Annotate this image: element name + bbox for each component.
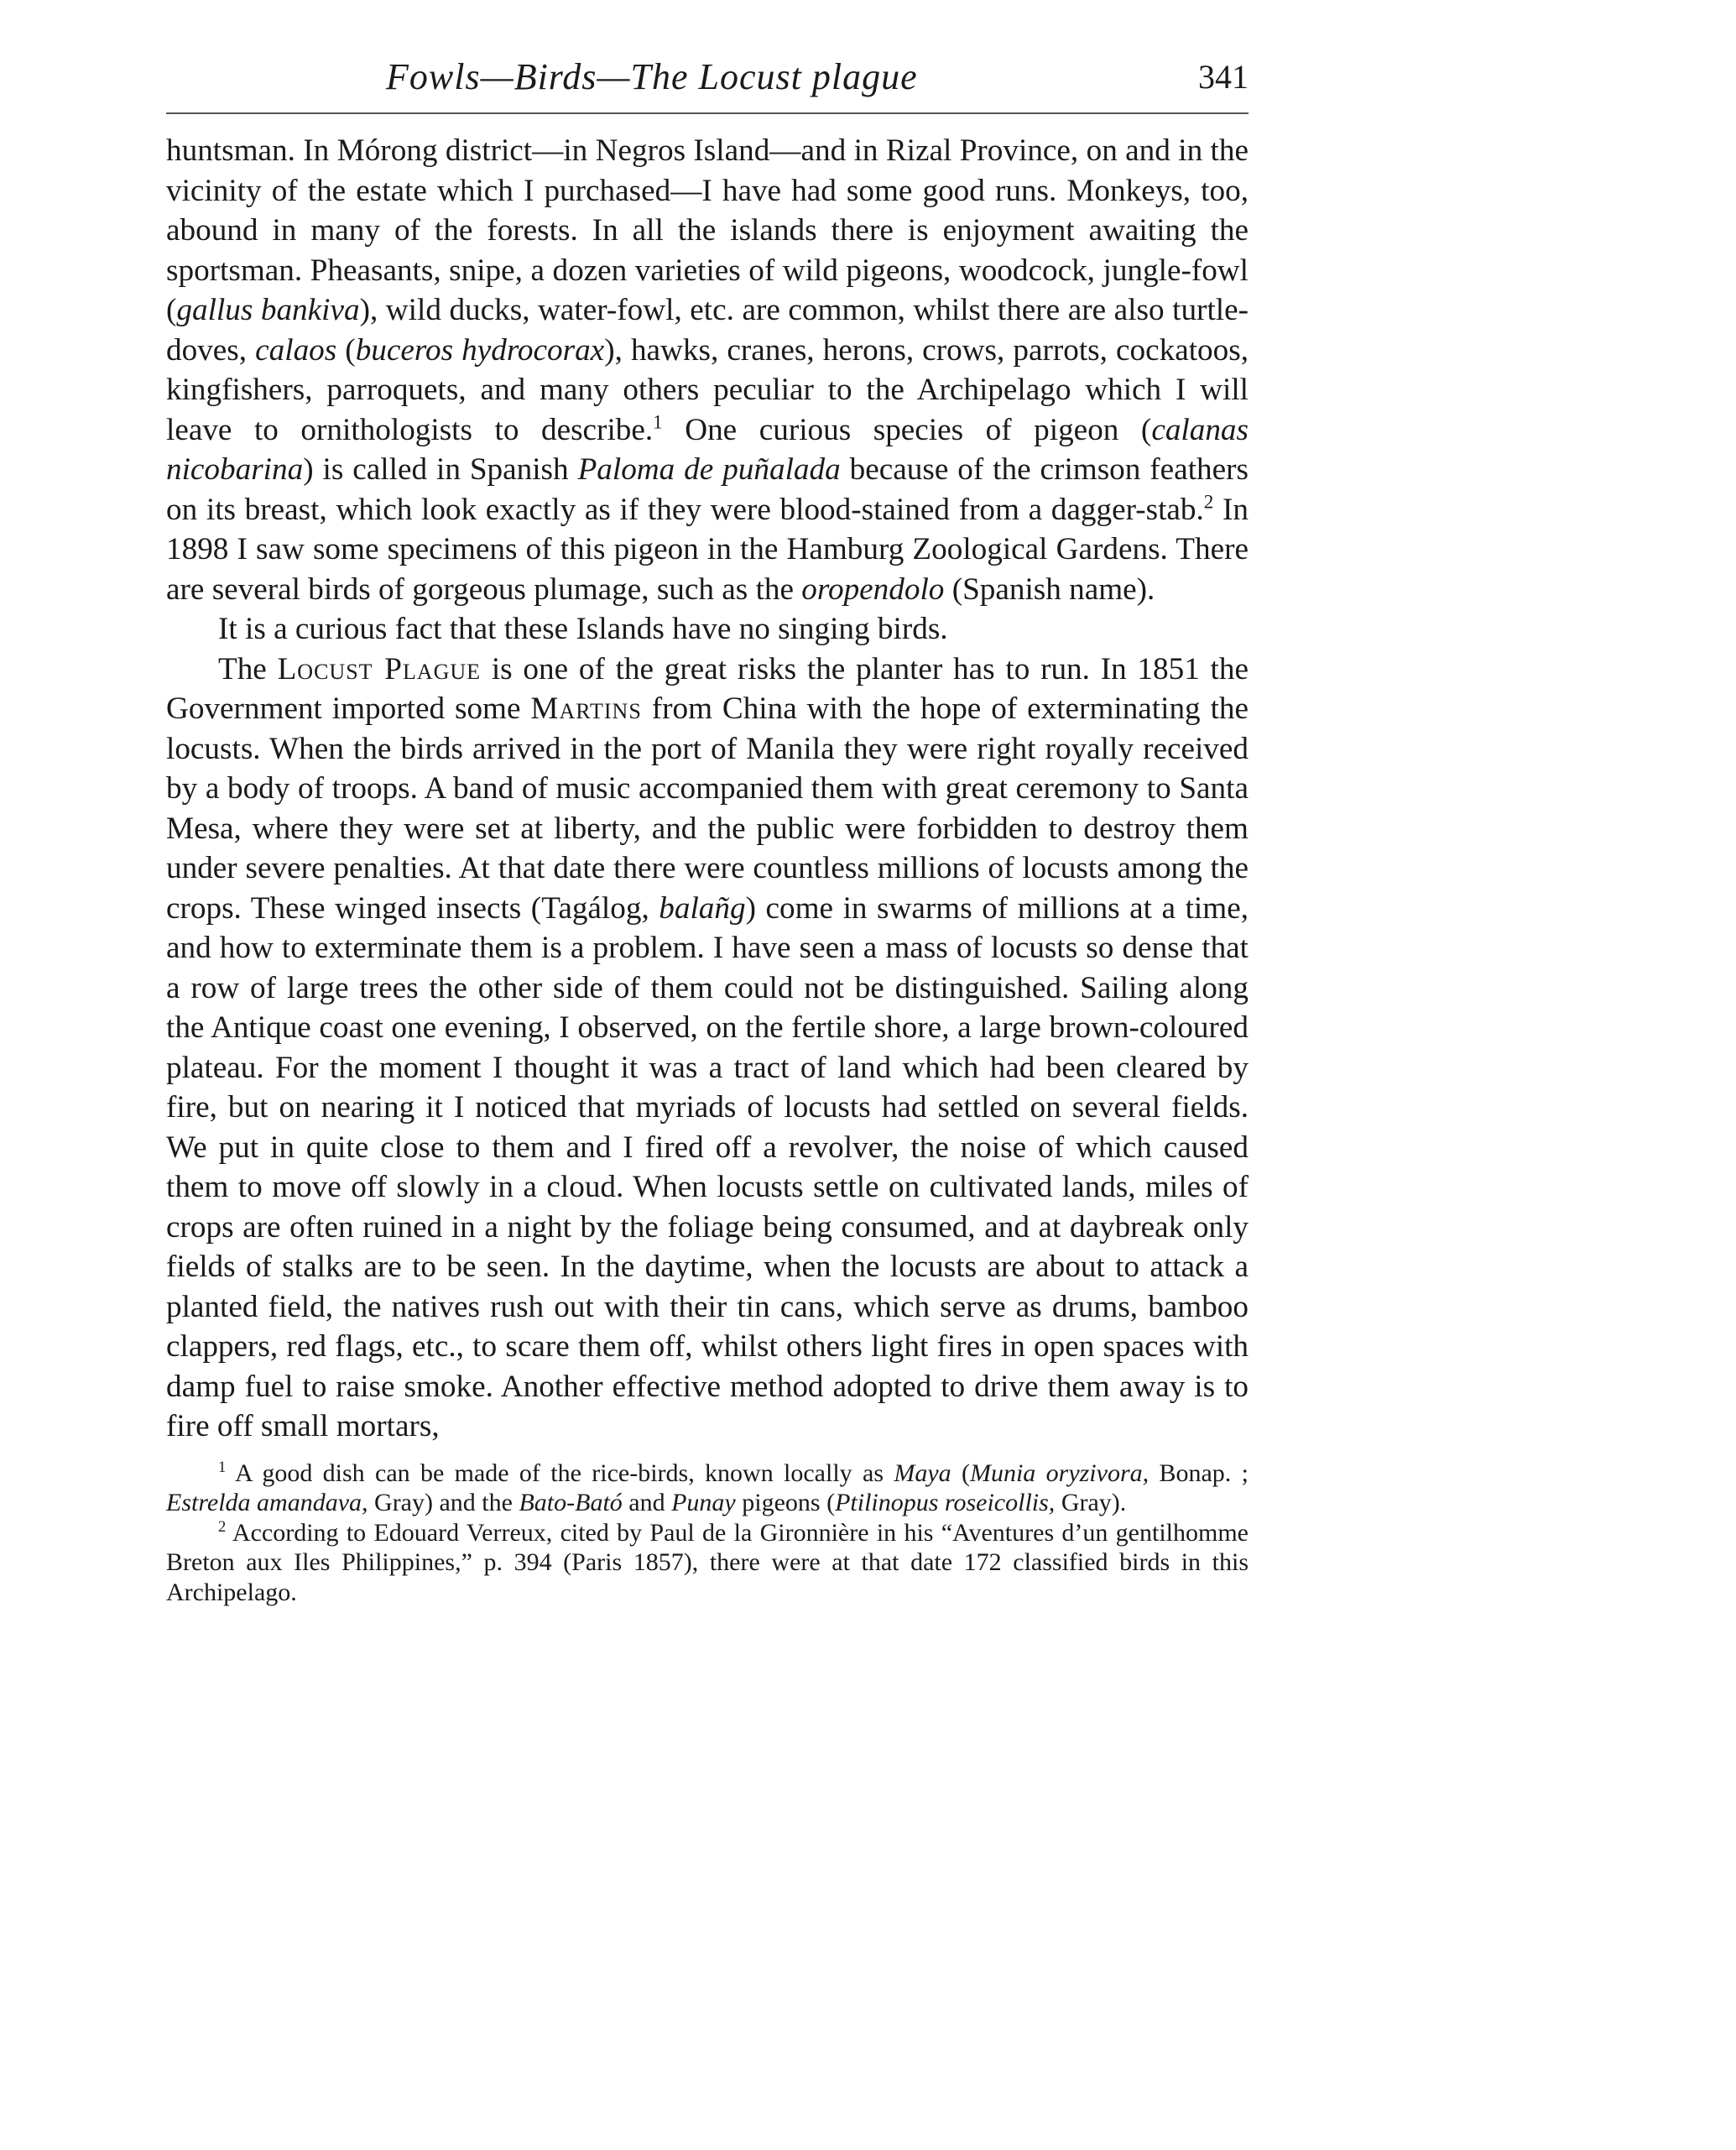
paragraph-locust-plague	[166, 650, 1249, 1447]
small-caps-term: Locust Plague	[277, 651, 482, 686]
text-span: ), hawks, cranes, herons, crows, parrots, cockatoos, kingfishers, parroquets, and many others peculiar to the Archipelago which I will leave to ornithologists to describe.	[166, 332, 1249, 447]
italic-term: oropendolo	[801, 571, 945, 607]
italic-term: calaos	[255, 332, 337, 368]
page-number: 341	[1198, 58, 1249, 96]
book-page	[166, 50, 1249, 1607]
text-span: and	[622, 1489, 672, 1516]
text-span: because of the crimson feathers on its breast, which look exactly as if they were blood-stained from a dagger-stab.	[166, 452, 1249, 527]
italic-term: Estrelda amandava,	[166, 1489, 368, 1516]
text-span: (Spanish name).	[944, 571, 1155, 607]
running-head	[166, 50, 1249, 114]
footnote-mark: 2	[218, 1517, 227, 1536]
text-span: Gray) and the	[368, 1489, 519, 1516]
paragraph-sportsman	[166, 131, 1249, 609]
italic-term: Punay	[671, 1489, 736, 1516]
footnote-ref-2: 2	[1203, 490, 1214, 513]
italic-term: balañg	[659, 890, 746, 926]
italic-term: Ptilinopus roseicollis,	[835, 1489, 1056, 1516]
text-span: One curious species of pigeon (	[662, 412, 1152, 447]
text-span: Gray).	[1055, 1489, 1127, 1516]
text-span: from China with the hope of exterminating the locusts. When the birds arrived in the port of Manila they were right royally received by a body of troops. A band of music accompanied them with great ceremony to Santa Mesa, where they were set at liberty, and the public were forbidden to destroy them under severe penalties. At that date there were countless millions of locusts among the crops. These winged insects (Tagálog,	[166, 691, 1249, 926]
italic-term: Maya	[894, 1459, 951, 1487]
running-title: Fowls—Birds—The Locust plague	[386, 56, 918, 97]
italic-term: Munia oryzivora,	[969, 1459, 1150, 1487]
footnote-mark: 1	[218, 1458, 227, 1476]
text-span: In 1898 I saw some specimens of this pigeon in the Hamburg Zoological Gardens. There are several birds of gorgeous plumage, such as the	[166, 492, 1249, 607]
body-text	[166, 131, 1249, 1447]
italic-term: Bato-Bató	[519, 1489, 623, 1516]
italic-term: calanas nicobarina	[166, 412, 1249, 487]
paragraph-singing-birds: It is a curious fact that these Islands have no singing birds.	[218, 612, 948, 646]
text-span: According to Edouard Verreux, cited by Paul de la Gironnière in his “Aventures d’un gentilhomme Breton aux Iles Philippines,” p. 394 (Paris 1857), there were at that date 172 classified birds in this Archipelago.	[166, 1518, 1249, 1606]
footnote-1	[166, 1459, 1249, 1518]
text-span: huntsman. In Mórong district—in Negros Island—and in Rizal Province, on and in the vicinity of the estate which I purchased—I have had some good runs. Monkeys, too, abound in many of the forests. In all the islands there is enjoyment awaiting the sportsman. Pheasants, snipe, a dozen varieties of wild pigeons, woodcock, jungle-fowl (	[166, 133, 1249, 327]
text-span: A good dish can be made of the rice-birds, known locally as	[226, 1459, 894, 1487]
small-caps-term: Martins	[530, 691, 642, 726]
text-span: The	[218, 651, 278, 686]
text-span: (	[951, 1459, 970, 1487]
text-span: ), wild ducks, water-fowl, etc. are common, whilst there are also turtle-doves,	[166, 293, 1249, 368]
text-span: ) is called in Spanish	[303, 452, 578, 487]
text-span: (	[336, 332, 356, 368]
footnotes	[166, 1459, 1249, 1608]
text-span: is one of the great risks the planter has to run. In 1851 the Government imported some	[166, 651, 1249, 726]
text-span: Bonap. ;	[1149, 1459, 1249, 1487]
footnote-ref-1: 1	[653, 410, 663, 433]
italic-term: Paloma de puñalada	[577, 452, 841, 487]
italic-term: gallus bankiva	[176, 293, 360, 327]
footnote-2	[166, 1518, 1249, 1608]
text-span: ) come in swarms of millions at a time, and how to exterminate them is a problem. I have seen a mass of locusts so dense that a row of large trees the other side of them could not be distinguished. Sailing along the Antique coast one evening, I observed, on the fertile shore, a large brown-coloured plateau. For the moment I thought it was a tract of land which had been cleared by fire, but on nearing it I noticed that myriads of locusts had settled on several fields. We put in quite close to them and I fired off a revolver, the noise of which caused them to move off slowly in a cloud. When locusts settle on cultivated lands, miles of crops are often ruined in a night by the foliage being consumed, and at daybreak only fields of stalks are to be seen. In the daytime, when the locusts are about to attack a planted field, the natives rush out with their tin cans, which serve as drums, bamboo clappers, red flags, etc., to scare them off, whilst others light fires in open spaces with damp fuel to raise smoke. Another effective method adopted to drive them away is to fire off small mortars,	[166, 890, 1249, 1443]
text-span: pigeons (	[735, 1489, 836, 1516]
italic-term: buceros hydrocorax	[355, 332, 605, 368]
